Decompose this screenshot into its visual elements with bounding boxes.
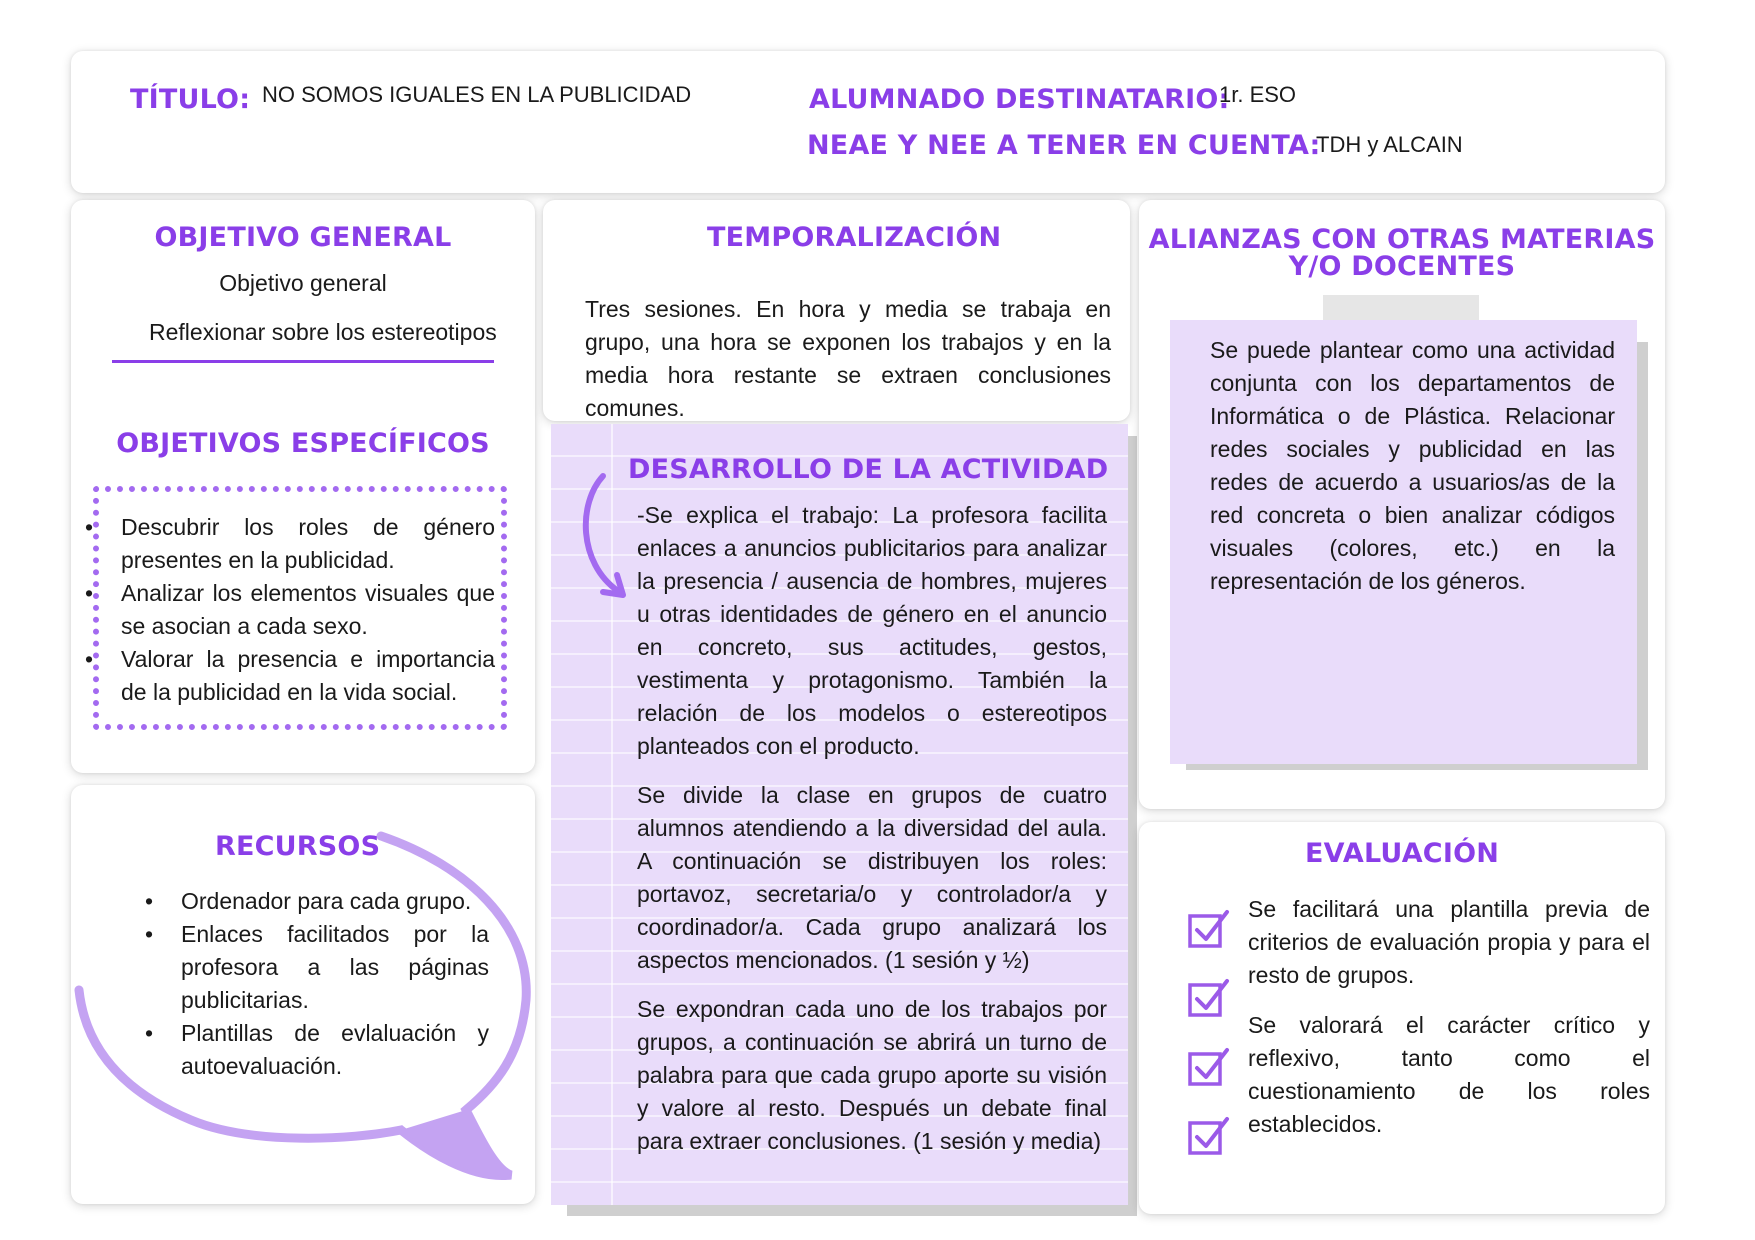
desarrollo-paragraph-1: -Se explica el trabajo: La profesora facilita enlaces a anuncios publicitarios para analizar la presencia / ausencia de hombres, mujeres u otras identidades de género en el anuncio en concreto, sus actitudes, gestos, vestimenta y protagonismo. También la relación de los modelos o estereotipos planteados con el producto. — [637, 502, 1107, 759]
checkbox-icon — [1187, 1045, 1231, 1087]
desarrollo-note — [551, 424, 1128, 1205]
evaluacion-card — [1139, 822, 1665, 1214]
alumnado-value: 1r. ESO — [1219, 82, 1297, 107]
recursos-list — [145, 885, 489, 1083]
evaluacion-paragraph-1: Se facilitará una plantilla previa de criterios de evaluación propia y para el resto de grupos. — [1248, 896, 1650, 988]
checkbox-icon — [1187, 1114, 1231, 1156]
tape-strip — [1323, 295, 1479, 321]
objetivos-especificos-title: OBJETIVOS ESPECÍFICOS — [116, 428, 490, 459]
alumnado-label: ALUMNADO DESTINATARIO: — [809, 84, 1230, 115]
alianzas-text: Se puede plantear como una actividad conjunta con los departamentos de Informática o de Plástica. Relacionar redes sociales y publicidad en las redes de acuerdo a usuarios/as de la red concreta o bien analizar códigos visuales (colores, etc.) en la representación de los géneros. — [1210, 337, 1615, 594]
neae-label: NEAE Y NEE A TENER EN CUENTA: — [807, 130, 1321, 161]
objetivo-general-subtitle: Objetivo general — [219, 270, 387, 296]
bullet-icon: • — [85, 514, 94, 540]
titulo-value: NO SOMOS IGUALES EN LA PUBLICIDAD — [262, 82, 692, 107]
recursos-title: RECURSOS — [215, 831, 381, 862]
titulo-label: TÍTULO: — [130, 84, 251, 115]
evaluacion-body — [1248, 893, 1650, 1141]
objetivo-divider — [112, 360, 494, 363]
header-card — [71, 51, 1665, 193]
desarrollo-paragraph-3: Se expondran cada uno de los trabajos por grupos, a continuación se abrirá un turno de palabra para que cada grupo aporte su visión y valore al resto. Después un debate final para extraer conclusiones. (1 sesión y media) — [637, 996, 1107, 1154]
desarrollo-body — [637, 499, 1107, 1158]
desarrollo-paragraph-2: Se divide la clase en grupos de cuatro alumnos atendiendo a la diversidad del aula. A continuación se distribuyen los roles: portavoz, secretaria/o y controlador/a y coordinador/a. Cada grupo analizará los aspectos mencionados. (1 sesión y ½) — [637, 782, 1107, 973]
alianzas-note — [1170, 320, 1637, 764]
objetivo-general-text: Reflexionar sobre los estereotipos — [149, 319, 497, 345]
bullet-icon: • — [145, 888, 154, 914]
alianzas-title-line2: Y/O DOCENTES — [1288, 251, 1516, 282]
recurso-item-2: • Enlaces facilitados por la profesora a las páginas publicitarias. — [181, 918, 489, 1017]
objetivo-item-3: • Valorar la presencia e importancia de la publicidad en la vida social. — [121, 643, 495, 709]
temporalizacion-card — [543, 200, 1130, 421]
bullet-icon: • — [145, 921, 154, 947]
objetivos-card — [71, 200, 535, 773]
temporalizacion-title: TEMPORALIZACIÓN — [707, 222, 1002, 253]
evaluacion-paragraph-2: Se valorará el carácter crítico y reflexivo, tanto como el cuestionamiento de los roles establecidos. — [1248, 1012, 1650, 1137]
bullet-icon: • — [85, 580, 94, 606]
curved-arrow-icon — [573, 468, 643, 608]
recurso-item-1: • Ordenador para cada grupo. — [181, 885, 489, 918]
checkbox-icon — [1187, 907, 1231, 949]
recursos-card — [71, 785, 535, 1204]
bullet-icon: • — [85, 646, 94, 672]
bullet-icon: • — [145, 1020, 154, 1046]
neae-value: TDH y ALCAIN — [1316, 132, 1463, 157]
alianzas-card — [1139, 200, 1665, 809]
objetivos-list — [85, 511, 495, 709]
objetivo-item-2: • Analizar los elementos visuales que se asocian a cada sexo. — [121, 577, 495, 643]
desarrollo-title: DESARROLLO DE LA ACTIVIDAD — [628, 454, 1109, 485]
checkbox-icon — [1187, 976, 1231, 1018]
evaluacion-title: EVALUACIÓN — [1304, 838, 1500, 869]
objetivo-general-title: OBJETIVO GENERAL — [154, 222, 452, 253]
recurso-item-3: • Plantillas de evlaluación y autoevaluación. — [181, 1017, 489, 1083]
objetivo-item-1: • Descubrir los roles de género presentes en la publicidad. — [121, 511, 495, 577]
temporalizacion-text: Tres sesiones. En hora y media se trabaja en grupo, una hora se exponen los trabajos y en la media hora restante se extraen conclusiones comunes. — [585, 296, 1111, 421]
alianzas-title-line1: ALIANZAS CON OTRAS MATERIAS — [1148, 224, 1656, 255]
